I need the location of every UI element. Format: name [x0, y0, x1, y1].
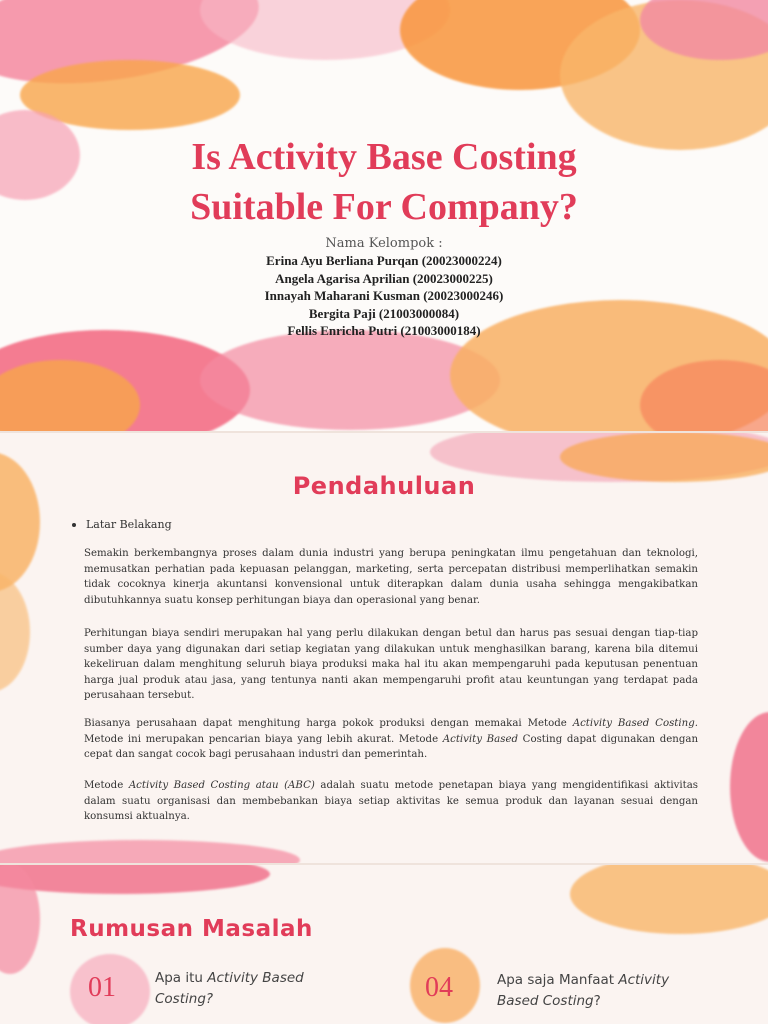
paragraph: Semakin berkembangnya proses dalam dunia industri yang berupa peningkatan ilmu pengetahuan dan teknologi, memusatkan perhatian pada kepuasan pelanggan, marketing, serta percepatan distribusi memperlihatkan semakin tidak cocoknya kinerja akuntansi konvensional untuk diterapkan dalam dunia usaha sehingga mengakibatkan dibutuhkannya suatu konsep perhitungan biaya dan operasional yang benar.	[84, 548, 698, 606]
watercolor-blob	[730, 712, 768, 862]
text-run-italic: Costing?	[155, 991, 214, 1007]
question-item	[497, 970, 737, 1012]
text-run-italic: Activity	[618, 972, 670, 988]
title-line-1: Is Activity Base Costing	[191, 136, 577, 178]
paragraph	[84, 778, 698, 825]
text-run: Apa itu	[155, 970, 208, 986]
item-number: 04	[425, 972, 453, 1003]
watercolor-blob	[570, 864, 768, 934]
title-line-2: Suitable For Company?	[190, 186, 578, 228]
watercolor-blob	[0, 572, 30, 692]
text-run: Metode ini merupakan pencarian biaya yang lebih akurat. Metode	[84, 733, 443, 745]
slide-divider	[0, 863, 768, 865]
member-name: Fellis Enricha Putri (21003000184)	[287, 323, 481, 338]
text-run: adalah suatu metode penetapan biaya yang mengidentifikasi aktivitas dalam suatu organisasi dan membebankan biaya setiap aktivitas ke semua produk dan layanan sesuai dengan konsumsi aktualnya.	[84, 780, 698, 823]
slide-divider	[0, 431, 768, 433]
watercolor-blob	[0, 864, 270, 894]
text-run: ?	[593, 993, 601, 1009]
question-item	[155, 968, 355, 1010]
member-name: Innayah Maharani Kusman (20023000246)	[264, 288, 504, 303]
bullet-item	[72, 518, 172, 531]
text-run: Metode	[84, 780, 129, 791]
bullet-icon	[72, 523, 76, 527]
text-run-italic: Activity Based Costing atau (ABC)	[128, 780, 315, 791]
text-run: Biasanya perusahaan dapat menghitung harga pokok produksi dengan memakai Metode	[84, 718, 573, 729]
section-heading: Pendahuluan	[292, 472, 476, 500]
member-name: Angela Agarisa Aprilian (20023000225)	[275, 270, 493, 286]
member-name: Erina Ayu Berliana Purqan (20023000224)	[266, 253, 502, 268]
text-run-italic: Based Costing	[497, 993, 594, 1009]
text-run: Apa saja Manfaat	[497, 972, 619, 988]
intro-slide	[0, 432, 768, 864]
slide-title	[0, 132, 768, 232]
group-label: Nama Kelompok :	[325, 236, 443, 251]
paragraph: Perhitungan biaya sendiri merupakan hal yang perlu dilakukan dengan betul dan harus pas sesuai dengan tiap-tiap sumber daya yang digunakan dari setiap kegiatan yang dilakukan untuk menghasilkan barang, karena bila ditemui kekeliruan dalam menghitung seluruh biaya produksi maka hal itu akan mempengaruhi pada keputusan penentuan harga jual produk atau jasa, yang tentunya nanti akan mempengaruhi profit atau keuntungan yang terdapat pada perusahaan tersebut.	[84, 628, 698, 702]
bullet-label: Latar Belakang	[86, 518, 172, 531]
title-slide	[0, 0, 768, 432]
section-heading: Rumusan Masalah	[70, 916, 313, 942]
paragraph	[84, 716, 698, 763]
text-run-italic: Activity Based Costing.	[572, 718, 698, 729]
text-run-italic: Activity Based	[442, 733, 519, 745]
member-list	[0, 252, 768, 340]
watercolor-blob	[0, 840, 300, 864]
item-number: 01	[88, 972, 116, 1003]
text-run-italic: Activity Based	[207, 970, 304, 986]
member-name: Bergita Paji (21003000084)	[308, 305, 460, 321]
problem-slide	[0, 864, 768, 1024]
text-run: Costing dapat digunakan dengan cepat dan sangat cocok bagi perusahaan industri dan pemerintah.	[84, 733, 699, 761]
